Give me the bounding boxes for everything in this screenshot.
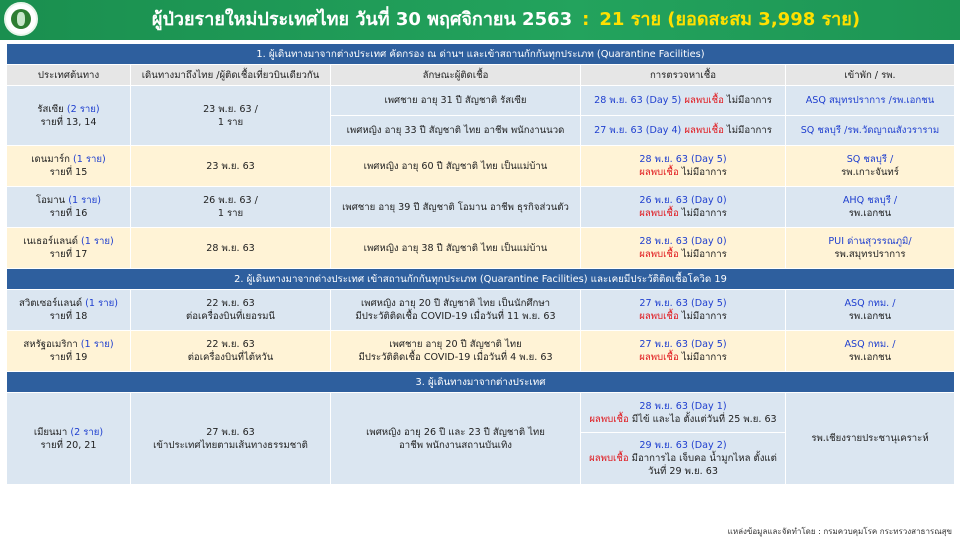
test-result: ผลพบเชื้อ — [639, 167, 679, 178]
arrival-cell: 23 พ.ย. 63 — [131, 146, 331, 187]
test-date: 27 พ.ย. 63 (Day 5) — [639, 339, 727, 350]
profile-cell: เพศชาย อายุ 31 ปี สัญชาติ รัสเซีย — [331, 86, 581, 116]
profile-cell: เพศหญิง อายุ 38 ปี สัญชาติ ไทย เป็นแม่บ้าน — [331, 228, 581, 269]
arrival-date: 23 พ.ย. 63 / — [203, 103, 258, 115]
country-name: เดนมาร์ก — [31, 154, 70, 165]
facility-cell: SQ ชลบุรี /รพ.วัดญาณสังวราราม — [786, 116, 955, 146]
arrival-note: ต่อเครื่องบินที่เยอรมนี — [186, 311, 275, 322]
column-header-row — [7, 65, 955, 86]
test-date: 26 พ.ย. 63 (Day 0) — [639, 195, 727, 206]
col-test: การตรวจหาเชื้อ — [581, 65, 786, 86]
table-row-myanmar-1 — [7, 393, 955, 433]
col-facility: เข้าพัก / รพ. — [786, 65, 955, 86]
arrival-cell — [131, 393, 331, 485]
table-row-switzerland — [7, 290, 955, 331]
profile-cell — [331, 331, 581, 372]
profile-cell: เพศชาย อายุ 39 ปี สัญชาติ โอมาน อาชีพ ธุรกิจส่วนตัว — [331, 187, 581, 228]
case-numbers: รายที่ 19 — [49, 352, 88, 363]
table-row-usa — [7, 331, 955, 372]
test-date: 27 พ.ย. 63 (Day 4) — [594, 125, 682, 136]
test-date: 28 พ.ย. 63 (Day 5) — [639, 154, 727, 165]
arrival-note: 1 ราย — [217, 116, 244, 128]
test-cell — [581, 86, 786, 116]
test-cell — [581, 290, 786, 331]
origin-cell — [7, 331, 131, 372]
facility-cell: รพ.เชียงรายประชานุเคราะห์ — [786, 393, 955, 485]
country-name: โอมาน — [35, 195, 66, 206]
arrival-date: 22 พ.ย. 63 — [206, 339, 255, 350]
origin-cell — [7, 146, 131, 187]
test-note: ไม่มีอาการ — [726, 125, 772, 136]
case-numbers: รายที่ 17 — [49, 249, 88, 260]
test-result: ผลพบเชื้อ — [639, 352, 679, 363]
test-result: ผลพบเชื้อ — [639, 311, 679, 322]
test-cell — [581, 433, 786, 485]
arrival-date: 22 พ.ย. 63 — [206, 298, 255, 309]
profile-line1: เพศหญิง อายุ 20 ปี สัญชาติ ไทย เป็นนักศึกษา — [360, 298, 551, 309]
profile-cell: เพศหญิง อายุ 60 ปี สัญชาติ ไทย เป็นแม่บ้าน — [331, 146, 581, 187]
arrival-note: ต่อเครื่องบินที่ไต้หวัน — [187, 352, 274, 363]
profile-line1: เพศชาย อายุ 20 ปี สัญชาติ ไทย — [389, 339, 522, 350]
origin-cell — [7, 86, 131, 146]
test-note: ไม่มีอาการ — [681, 167, 727, 178]
case-numbers: รายที่ 15 — [49, 167, 88, 178]
test-date: 28 พ.ย. 63 (Day 0) — [639, 236, 727, 247]
origin-cell — [7, 393, 131, 485]
country-name: สวิตเซอร์แลนด์ — [19, 298, 83, 309]
facility-line2: รพ.เกาะจันทร์ — [841, 167, 899, 178]
section-title-2: 2. ผู้เดินทางมาจากต่างประเทศ เข้าสถานกักกันทุกประเภท (Quarantine Facilities) และเคยมีประวัติติดเชื้อโควิด 19 — [7, 269, 955, 290]
col-origin: ประเทศต้นทาง — [7, 65, 131, 86]
test-note: ไม่มีอาการ — [726, 95, 772, 106]
arrival-note: 1 ราย — [217, 208, 244, 219]
profile-line2: มีประวัติติดเชื้อ COVID-19 เมื่อวันที่ 11 พ.ย. 63 — [355, 311, 556, 322]
facility-cell — [786, 290, 955, 331]
facility-cell — [786, 331, 955, 372]
test-cell — [581, 228, 786, 269]
profile-line2: มีประวัติติดเชื้อ COVID-19 เมื่อวันที่ 4 พ.ย. 63 — [358, 352, 553, 363]
arrival-cell — [131, 187, 331, 228]
page-title — [60, 0, 952, 40]
title-separator: : — [582, 9, 590, 30]
case-numbers: รายที่ 18 — [49, 311, 88, 322]
test-note: มีไข้ และไอ ตั้งแต่วันที่ 25 พ.ย. 63 — [631, 413, 777, 425]
arrival-date: 26 พ.ย. 63 / — [203, 195, 258, 206]
case-count: (2 ราย) — [70, 426, 104, 438]
profile-line2: อาชีพ พนักงานสถานบันเทิง — [399, 439, 512, 451]
case-count: (1 ราย) — [73, 154, 106, 165]
title-prefix: ผู้ป่วยรายใหม่ประเทศไทย วันที่ 30 พฤศจิกายน 2563 — [151, 9, 573, 30]
origin-cell — [7, 187, 131, 228]
test-date: 28 พ.ย. 63 (Day 5) — [594, 95, 682, 106]
arrival-note: เข้าประเทศไทยตามเส้นทางธรรมชาติ — [153, 439, 308, 451]
test-note-cont: วันที่ 29 พ.ย. 63 — [648, 466, 718, 477]
table-row-oman — [7, 187, 955, 228]
facility-line2: รพ.เอกชน — [848, 352, 892, 363]
title-count: 21 ราย (ยอดสะสม 3,998 ราย) — [599, 9, 861, 30]
profile-line1: เพศหญิง อายุ 26 ปี และ 23 ปี สัญชาติ ไทย — [366, 426, 545, 438]
test-result: ผลพบเชื้อ — [639, 249, 679, 260]
table-row-russia-1 — [7, 86, 955, 116]
test-note: ไม่มีอาการ — [681, 249, 727, 260]
test-result: ผลพบเชื้อ — [684, 95, 724, 106]
country-name: สหรัฐอเมริกา — [23, 339, 78, 350]
table-row-netherlands — [7, 228, 955, 269]
case-count: (2 ราย) — [66, 103, 100, 115]
facility-line1: ASQ กทม. / — [844, 339, 896, 350]
facility-cell — [786, 228, 955, 269]
case-count: (1 ราย) — [68, 195, 102, 206]
test-cell — [581, 331, 786, 372]
country-name: เมียนมา — [33, 426, 68, 438]
facility-line2: รพ.สมุทรปราการ — [834, 249, 906, 260]
source-footer: แหล่งข้อมูลและจัดทำโดย : กรมควบคุมโรค กระทรวงสาธารณสุข — [727, 527, 952, 536]
case-count: (1 ราย) — [81, 236, 114, 247]
section-title-3: 3. ผู้เดินทางมาจากต่างประเทศ — [7, 372, 955, 393]
test-date: 27 พ.ย. 63 (Day 5) — [639, 298, 727, 309]
arrival-cell: 28 พ.ย. 63 — [131, 228, 331, 269]
origin-cell — [7, 290, 131, 331]
test-cell — [581, 116, 786, 146]
table-row-denmark — [7, 146, 955, 187]
test-cell — [581, 393, 786, 433]
test-note: ไม่มีอาการ — [681, 352, 727, 363]
test-note: ไม่มีอาการ — [681, 208, 727, 219]
test-note: มีอาการไอ เจ็บคอ น้ำมูกไหล ตั้งแต่ — [631, 453, 777, 464]
facility-line1: PUI ด่านสุวรรณภูมิ/ — [828, 236, 912, 247]
cases-table — [6, 43, 955, 485]
facility-line1: ASQ กทม. / — [844, 298, 896, 309]
col-arrival: เดินทางมาถึงไทย /ผู้ติดเชื้อเที่ยวบินเดียวกัน — [131, 65, 331, 86]
case-count: (1 ราย) — [85, 298, 118, 309]
test-result: ผลพบเชื้อ — [589, 453, 629, 464]
origin-cell — [7, 228, 131, 269]
header-bar — [0, 0, 960, 40]
profile-cell — [331, 290, 581, 331]
test-result: ผลพบเชื้อ — [684, 125, 724, 136]
facility-line2: รพ.เอกชน — [848, 208, 892, 219]
profile-cell: เพศหญิง อายุ 33 ปี สัญชาติ ไทย อาชีพ พนักงานนวด — [331, 116, 581, 146]
profile-cell — [331, 393, 581, 485]
test-result: ผลพบเชื้อ — [639, 208, 679, 219]
case-count: (1 ราย) — [80, 339, 114, 350]
test-date: 29 พ.ย. 63 (Day 2) — [639, 440, 727, 451]
arrival-cell — [131, 290, 331, 331]
col-profile: ลักษณะผู้ติดเชื้อ — [331, 65, 581, 86]
section-header-1 — [7, 44, 955, 65]
section-title-1: 1. ผู้เดินทางมาจากต่างประเทศ คัดกรอง ณ ด่านฯ และเข้าสถานกักกันทุกประเภท (Quarantine Facilities) — [7, 44, 955, 65]
country-name: เนเธอร์แลนด์ — [23, 236, 78, 247]
facility-line1: AHQ ชลบุรี / — [842, 195, 898, 206]
case-numbers: รายที่ 20, 21 — [40, 439, 97, 451]
section-header-2 — [7, 269, 955, 290]
facility-cell — [786, 187, 955, 228]
test-result: ผลพบเชื้อ — [589, 413, 629, 425]
test-cell — [581, 146, 786, 187]
test-cell — [581, 187, 786, 228]
test-note: ไม่มีอาการ — [681, 311, 727, 322]
facility-line1: SQ ชลบุรี / — [846, 154, 894, 165]
test-date: 28 พ.ย. 63 (Day 1) — [639, 400, 727, 412]
case-numbers: รายที่ 13, 14 — [40, 116, 97, 128]
country-name: รัสเซีย — [37, 103, 64, 115]
ministry-logo-icon — [4, 2, 38, 36]
arrival-cell — [131, 86, 331, 146]
facility-cell: ASQ สมุทรปราการ /รพ.เอกชน — [786, 86, 955, 116]
case-numbers: รายที่ 16 — [49, 208, 88, 219]
arrival-cell — [131, 331, 331, 372]
facility-cell — [786, 146, 955, 187]
facility-line2: รพ.เอกชน — [848, 311, 892, 322]
section-header-3 — [7, 372, 955, 393]
arrival-date: 27 พ.ย. 63 — [206, 426, 255, 438]
